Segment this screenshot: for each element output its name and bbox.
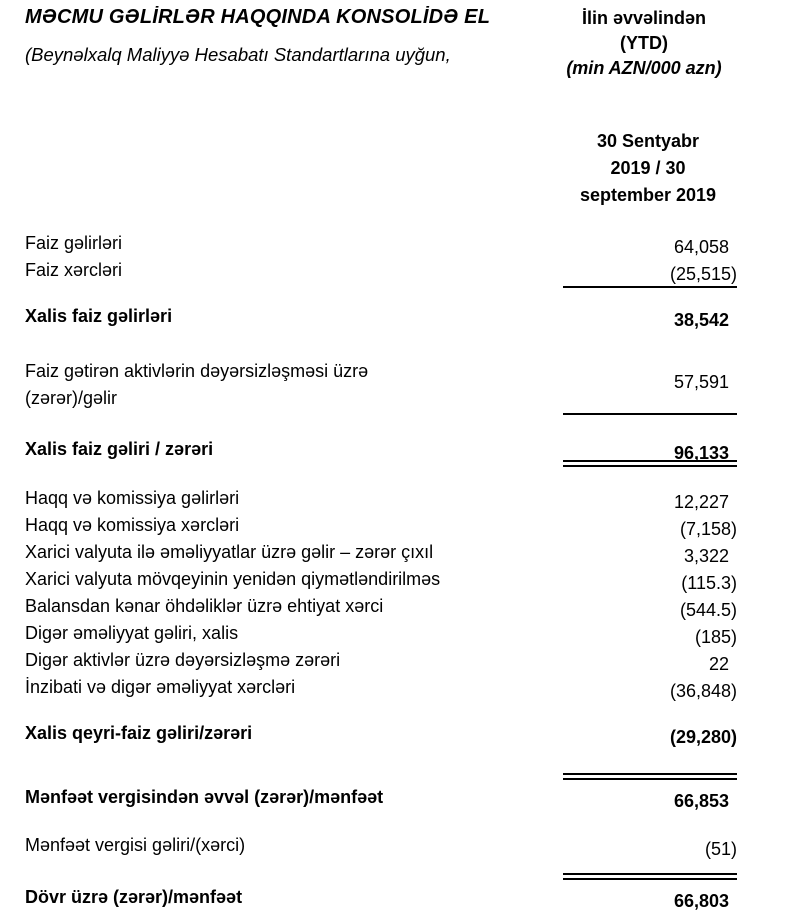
column-header-date [559, 128, 737, 209]
statement-total-net-interest-result [25, 436, 737, 463]
row-label: Mənfəət vergisi gəliri/(xərci) [25, 835, 246, 855]
statement-row-income-tax [25, 832, 737, 859]
column-header-line2: 2019 / 30 [610, 158, 686, 178]
row-label: İnzibati və digər əməliyyat xərcləri [25, 677, 296, 697]
statement-total-profit-before-tax [25, 784, 737, 811]
row-value: (36,848) [669, 681, 737, 701]
row-value: 3,322 [683, 546, 729, 566]
row-label: Faiz gəlirləri [25, 233, 123, 253]
underline-double [563, 773, 737, 780]
row-value: 12,227 [673, 492, 729, 512]
row-value: (185) [694, 627, 737, 647]
row-value: 66,803 [673, 891, 729, 911]
row-value: (51) [704, 839, 737, 859]
row-label: Mənfəət vergisindən əvvəl (zərər)/mənfəət [25, 787, 384, 807]
row-label: Faiz xərcləri [25, 260, 123, 280]
row-value: (7,158) [679, 519, 737, 539]
statement-row-other-assets-impairment [25, 647, 737, 674]
row-label: Digər aktivlər üzrə dəyərsizləşmə zərəri [25, 650, 341, 670]
statement-row-impairment [25, 358, 737, 412]
column-header-line1: 30 Sentyabr [596, 131, 700, 151]
statement-total-net-interest-income [25, 303, 737, 330]
statement-row-other-operating-income [25, 620, 737, 647]
statement-row-fx-revaluation [25, 566, 737, 593]
document-header-left [25, 6, 513, 66]
row-value: 57,591 [673, 372, 729, 392]
statement-row-offbalance-provision [25, 593, 737, 620]
statement-total-net-noninterest [25, 720, 737, 747]
row-label: Digər əməliyyat gəliri, xalis [25, 623, 239, 643]
statement-row-interest-expense [25, 257, 737, 284]
row-label-line2: (zərər)/gəlir [25, 388, 118, 408]
row-value: (25,515) [669, 264, 737, 284]
document-title: MƏCMU GƏLİRLƏR HAQQINDA KONSOLİDƏ EL [25, 6, 491, 28]
statement-row-fee-income [25, 485, 737, 512]
row-label-line1: Faiz gətirən aktivlərin dəyərsizləşməsi üzrə [25, 361, 369, 381]
row-label: Xalis qeyri-faiz gəliri/zərəri [25, 723, 253, 743]
row-value: (115.3) [681, 573, 737, 593]
statement-row-admin-expenses [25, 674, 737, 701]
period-label-line2: (YTD) [620, 33, 668, 53]
period-label-line1: İlin əvvəlindən [581, 8, 707, 28]
column-header-line3: september 2019 [579, 185, 717, 205]
row-label: Xarici valyuta ilə əməliyyatlar üzrə gəlir – zərər çıxıl [25, 542, 434, 562]
row-value: 22 [708, 654, 729, 674]
underline-double [563, 873, 737, 880]
document-header [25, 6, 737, 107]
document-subtitle: (Beynəlxalq Maliyyə Hesabatı Standartlarına uyğun, [25, 44, 451, 65]
row-value: 66,853 [673, 791, 729, 811]
period-label [551, 6, 737, 81]
underline-single [563, 413, 737, 415]
statement-row-fx-operations [25, 539, 737, 566]
underline-single [563, 286, 737, 288]
statement-total-profit-for-period [25, 884, 737, 911]
row-label: Haqq və komissiya xərcləri [25, 515, 240, 535]
period-label-line3: (min AZN/000 azn) [566, 58, 722, 78]
row-label: Xalis faiz gəlirləri [25, 306, 173, 326]
row-label: Dövr üzrə (zərər)/mənfəət [25, 887, 243, 907]
statement-body [25, 230, 737, 911]
row-value: (544.5) [679, 600, 737, 620]
row-value: 64,058 [673, 237, 729, 257]
row-label: Haqq və komissiya gəlirləri [25, 488, 240, 508]
row-value: 38,542 [673, 310, 729, 330]
row-label: Xarici valyuta mövqeyinin yenidən qiymətləndirilməs [25, 569, 441, 589]
statement-row-interest-income [25, 230, 737, 257]
row-value: (29,280) [669, 727, 737, 747]
row-label [25, 358, 563, 412]
row-value: 96,133 [673, 443, 729, 463]
row-label: Balansdan kənar öhdəliklər üzrə ehtiyat xərci [25, 596, 384, 616]
row-label: Xalis faiz gəliri / zərəri [25, 439, 214, 459]
statement-row-fee-expense [25, 512, 737, 539]
